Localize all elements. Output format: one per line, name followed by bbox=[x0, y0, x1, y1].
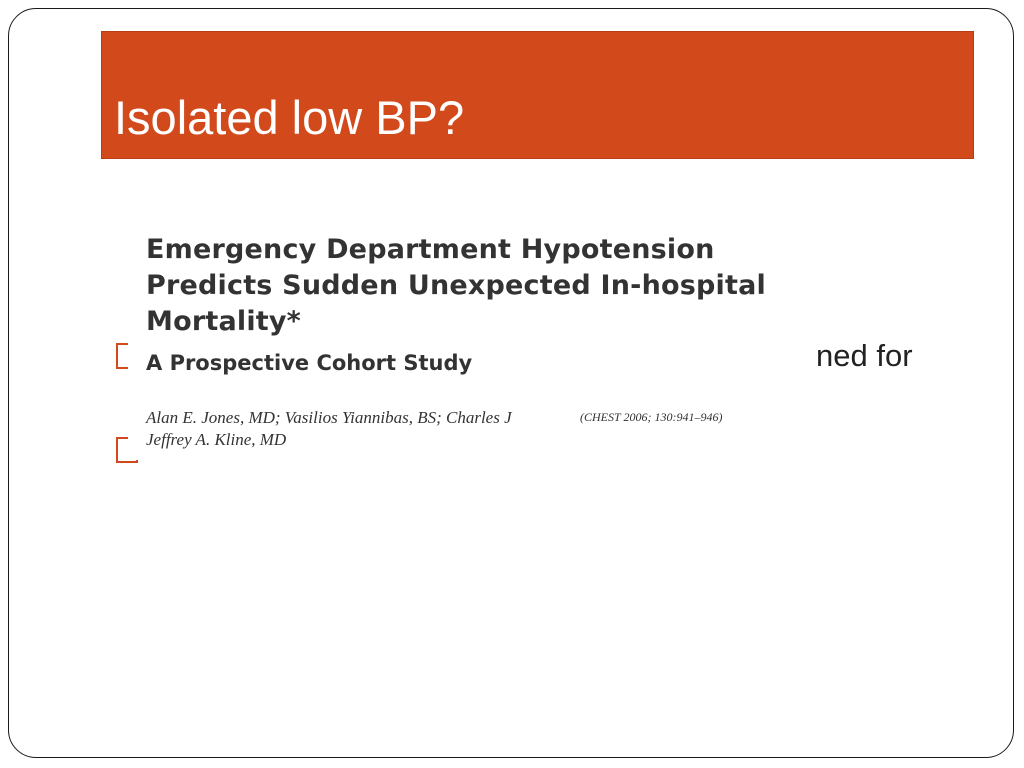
paper-title-line: Predicts Sudden Unexpected In-hospital bbox=[146, 270, 766, 301]
bullet-text: ned for bbox=[816, 338, 913, 373]
paper-authors bbox=[146, 407, 512, 451]
paper-subtitle: A Prospective Cohort Study bbox=[146, 351, 473, 375]
paper-authors-line: Alan E. Jones, MD; Vasilios Yiannibas, BS; Charles J bbox=[146, 408, 512, 427]
title-banner bbox=[101, 31, 974, 159]
paper-header-image bbox=[128, 224, 800, 460]
paper-citation: (CHEST 2006; 130:941–946) bbox=[580, 410, 723, 424]
slide-title: Isolated low BP? bbox=[114, 91, 465, 144]
paper-authors-line: Jeffrey A. Kline, MD bbox=[146, 430, 287, 449]
paper-title-line: Emergency Department Hypotension bbox=[146, 234, 715, 265]
paper-title-line: Mortality* bbox=[146, 306, 301, 337]
paper-title bbox=[146, 232, 766, 340]
